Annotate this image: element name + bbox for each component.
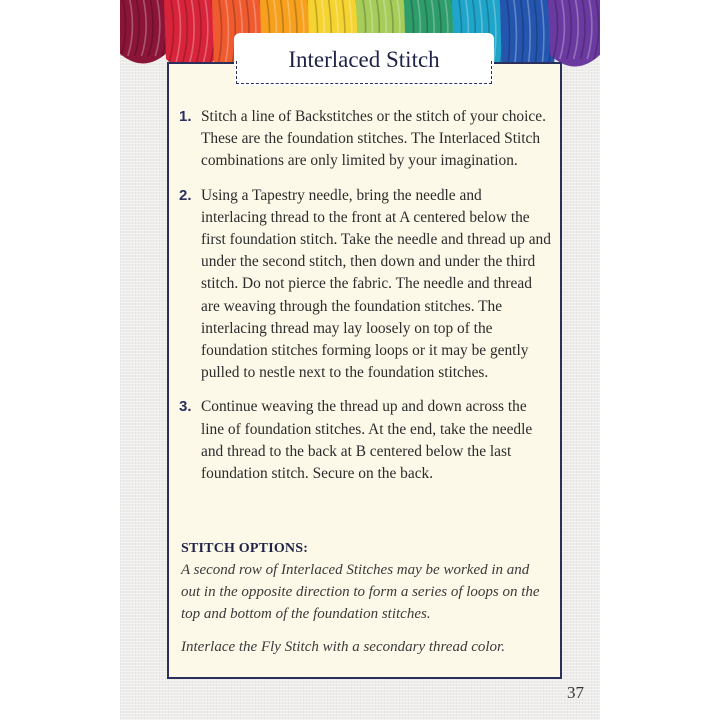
thread-skein — [164, 0, 220, 71]
page-title: Interlaced Stitch — [288, 46, 440, 72]
step-number: 2. — [179, 186, 192, 204]
thread-skein — [548, 0, 600, 67]
steps-list — [179, 106, 551, 497]
instruction-card — [167, 62, 562, 679]
step-item — [179, 396, 551, 485]
step-number: 1. — [179, 108, 192, 125]
page-number: 37 — [567, 683, 584, 702]
stitch-options-heading: STITCH OPTIONS: — [181, 541, 309, 556]
stitch-options — [181, 539, 549, 669]
stitch-option-paragraph: Interlace the Fly Stitch with a secondary thread color. — [181, 639, 505, 655]
book-page — [120, 0, 600, 720]
step-text: Continue weaving the thread up and down across the line of foundation stitches. At the end, take the needle and thread to the back at B centered below the last foundation stitch. Secure on the back. — [201, 398, 533, 483]
step-item — [179, 185, 551, 385]
thread-skein — [120, 0, 172, 64]
stitch-option-paragraph: A second row of Interlaced Stitches may be worked in and out in the opposite direction to form a series of loops on the top and bottom of the foundation stitches. — [181, 562, 540, 622]
step-text: Stitch a line of Backstitches or the stitch of your choice. These are the foundation stitches. The Interlaced Stitch combinations are only limited by your imagination. — [201, 108, 546, 170]
step-item — [179, 106, 551, 173]
step-number: 3. — [179, 398, 192, 416]
title-tab — [234, 33, 494, 86]
step-text: Using a Tapestry needle, bring the needle and interlacing thread to the front at A centered below the first foundation stitch. Take the needle and thread up and under the second stitch, then down and under the third stitch. Do not pierce the fabric. The needle and thread are weaving through the foundation stitches. The interlacing thread may lay loosely on top of the foundation stitches forming loops or it may be gently pulled to nestle next to the foundation stitches. — [201, 186, 551, 382]
